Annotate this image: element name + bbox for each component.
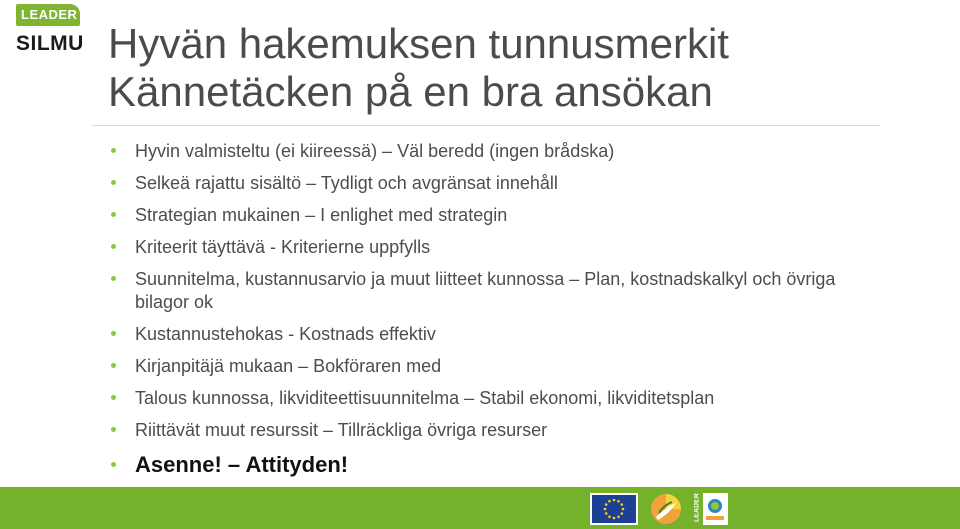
bullet-item: Strategian mukainen – I enlighet med strategin xyxy=(108,204,888,227)
footer-bar xyxy=(0,487,960,529)
title-divider xyxy=(92,125,880,126)
emphasis-bullet: Asenne! – Attityden! xyxy=(108,451,888,478)
bullet-item: Suunnitelma, kustannusarvio ja muut liitteet kunnossa – Plan, kostnadskalkyl och övriga bilagor ok xyxy=(108,268,888,314)
leader-logo-text: LEADER xyxy=(694,493,701,522)
logo-silmu-name: SILMU xyxy=(16,32,84,55)
bullet-list xyxy=(108,140,888,487)
title-line-swedish: Kännetäcken på en bra ansökan xyxy=(108,68,713,115)
title-line-finnish: Hyvän hakemuksen tunnusmerkit xyxy=(108,20,729,67)
bullet-item: Talous kunnossa, likviditeettisuunnitelma – Stabil ekonomi, likviditetsplan xyxy=(108,387,888,410)
bullet-item: Kirjanpitäjä mukaan – Bokföraren med xyxy=(108,355,888,378)
bullet-item: Kustannustehokas - Kostnads effektiv xyxy=(108,323,888,346)
bullet-item: Hyvin valmisteltu (ei kiireessä) – Väl beredd (ingen brådska) xyxy=(108,140,888,163)
leader-silmu-logo xyxy=(16,4,102,60)
bullet-item: Kriteerit täyttävä - Kriterierne uppfylls xyxy=(108,236,888,259)
rural-fund-icon xyxy=(650,493,682,525)
footer-logos xyxy=(590,493,728,525)
logo-leader-tag: LEADER xyxy=(16,4,80,26)
bullet-item: Selkeä rajattu sisältö – Tydligt och avgränsat innehåll xyxy=(108,172,888,195)
eu-flag-icon xyxy=(590,493,638,525)
leader-icon xyxy=(694,493,728,525)
bullet-item: Riittävät muut resurssit – Tillräckliga övriga resurser xyxy=(108,419,888,442)
page-title xyxy=(108,20,729,116)
